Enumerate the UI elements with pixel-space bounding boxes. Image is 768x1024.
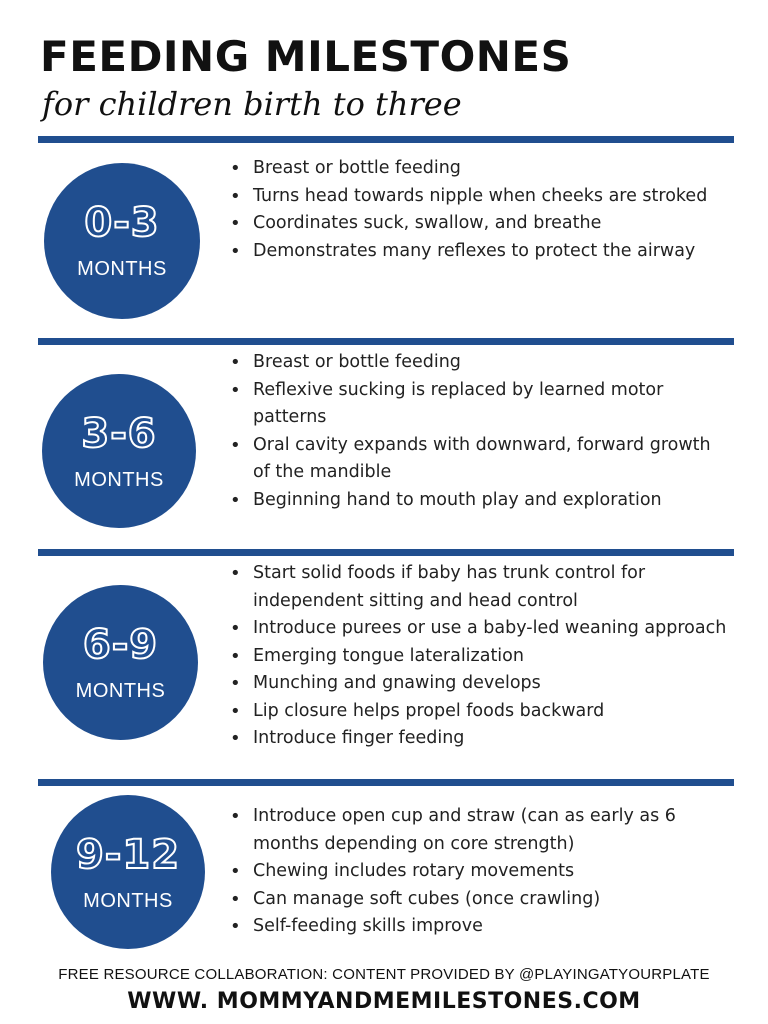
list-item: • Introduce purees or use a baby-led weaning approach <box>230 615 730 643</box>
list-item: • Reflexive sucking is replaced by learned motor patterns <box>230 377 730 432</box>
list-item: • Emerging tongue lateralization <box>230 643 730 671</box>
list-item: • Oral cavity expands with downward, forward growth of the mandible <box>230 432 730 487</box>
age-unit: MONTHS <box>74 469 164 491</box>
divider-rule <box>38 549 734 556</box>
list-item: • Chewing includes rotary movements <box>230 858 730 886</box>
age-unit: MONTHS <box>83 890 173 912</box>
footer-credit: FREE RESOURCE COLLABORATION: CONTENT PROVIDED BY @PLAYINGATYOURPLATE <box>58 966 710 983</box>
list-item: • Start solid foods if baby has trunk control for independent sitting and head control <box>230 560 730 615</box>
age-range: 9-12 <box>75 832 181 878</box>
list-item: • Self-feeding skills improve <box>230 913 730 941</box>
list-item: • Demonstrates many reflexes to protect the airway <box>230 238 730 266</box>
milestone-list <box>230 803 730 941</box>
list-item: • Beginning hand to mouth play and exploration <box>230 487 730 515</box>
list-item: • Munching and gnawing develops <box>230 670 730 698</box>
age-unit: MONTHS <box>77 258 167 280</box>
footer-website-link[interactable]: WWW. MOMMYANDMEMILESTONES.COM <box>127 989 641 1014</box>
age-range: 0-3 <box>84 200 160 246</box>
list-item: • Turns head towards nipple when cheeks are stroked <box>230 183 730 211</box>
list-item: • Lip closure helps propel foods backward <box>230 698 730 726</box>
milestone-list <box>230 155 730 265</box>
list-item: • Coordinates suck, swallow, and breathe <box>230 210 730 238</box>
age-badge <box>51 795 205 949</box>
list-item: • Can manage soft cubes (once crawling) <box>230 886 730 914</box>
list-item: • Introduce open cup and straw (can as early as 6 months depending on core strength) <box>230 803 730 858</box>
milestone-list <box>230 560 730 753</box>
list-item: • Breast or bottle feeding <box>230 155 730 183</box>
page-subtitle: for children birth to three <box>42 85 462 123</box>
divider-rule <box>38 338 734 345</box>
page-title: FEEDING MILESTONES <box>40 32 572 81</box>
age-badge <box>44 163 200 319</box>
list-item: • Introduce finger feeding <box>230 725 730 753</box>
divider-rule <box>38 779 734 786</box>
milestone-list <box>230 349 730 514</box>
list-item: • Breast or bottle feeding <box>230 349 730 377</box>
age-badge <box>43 585 198 740</box>
age-range: 6-9 <box>82 622 159 668</box>
age-badge <box>42 374 196 528</box>
age-unit: MONTHS <box>75 680 166 702</box>
divider-rule <box>38 136 734 143</box>
age-range: 3-6 <box>81 411 157 457</box>
